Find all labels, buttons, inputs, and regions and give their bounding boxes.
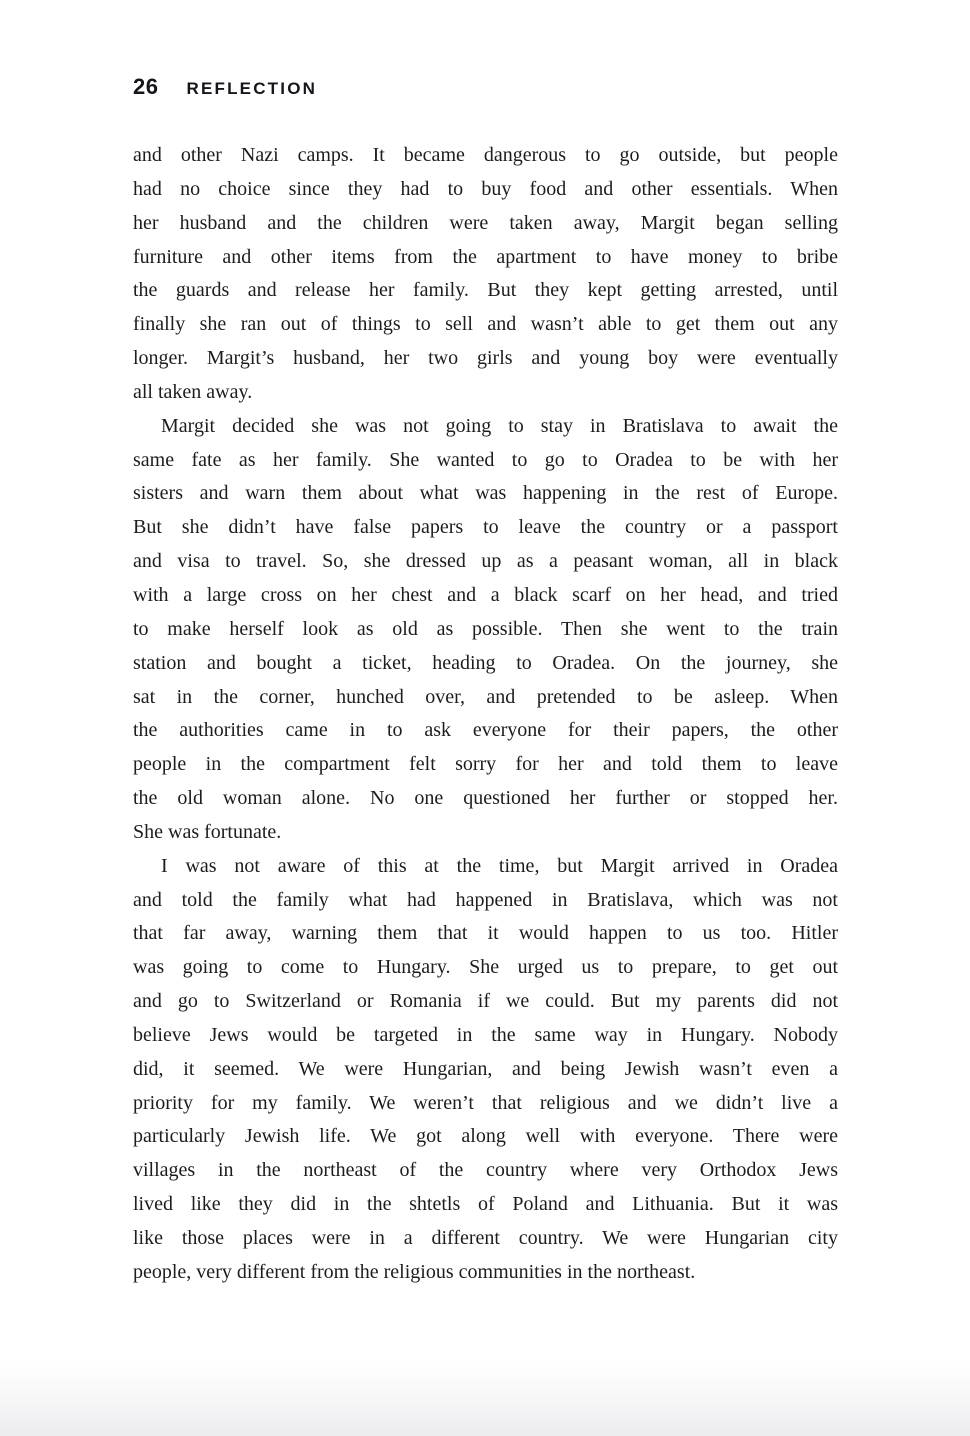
text-line: and other Nazi camps. It became dangerous to go outside, but people <box>133 144 838 166</box>
text-line: She was fortunate. <box>133 820 282 843</box>
text-line: that far away, warning them that it would happen to us too. Hitler <box>133 922 838 945</box>
paragraph-3 <box>133 850 838 1290</box>
text-line: priority for my family. We weren’t that religious and we didn’t live a <box>133 1091 838 1114</box>
text-line: the authorities came in to ask everyone for their papers, the other <box>133 719 838 742</box>
text-line: to make herself look as old as possible. Then she went to the train <box>133 617 838 640</box>
text-line: was going to come to Hungary. She urged us to prepare, to get out <box>133 956 838 979</box>
text-line: same fate as her family. She wanted to go to Oradea to be with her <box>133 448 838 471</box>
text-line: lived like they did in the shtetls of Poland and Lithuania. But it was <box>133 1193 838 1216</box>
text-line: and told the family what had happened in Bratislava, which was not <box>133 888 838 911</box>
text-line: particularly Jewish life. We got along well with everyone. There were <box>133 1125 838 1148</box>
text-line: furniture and other items from the apartment to have money to bribe <box>133 245 838 268</box>
text-line: people in the compartment felt sorry for her and told them to leave <box>133 753 838 776</box>
text-line: people, very different from the religious communities in the northeast. <box>133 1260 696 1283</box>
running-head-title: REFLECTION <box>186 79 318 98</box>
text-line: the guards and release her family. But they kept getting arrested, until <box>133 279 838 302</box>
text-line: finally she ran out of things to sell and wasn’t able to get them out any <box>133 313 838 336</box>
page-header <box>133 74 317 100</box>
text-line: believe Jews would be targeted in the same way in Hungary. Nobody <box>133 1023 838 1046</box>
text-line: longer. Margit’s husband, her two girls and young boy were eventually <box>133 347 838 370</box>
text-line: had no choice since they had to buy food and other essentials. When <box>133 177 838 200</box>
page-body <box>133 139 838 1290</box>
text-line: sisters and warn them about what was happening in the rest of Europe. <box>133 482 838 505</box>
text-line: and go to Switzerland or Romania if we could. But my parents did not <box>133 990 838 1013</box>
paragraph-2 <box>133 410 838 850</box>
text-line: her husband and the children were taken away, Margit began selling <box>133 211 838 234</box>
text-line: did, it seemed. We were Hungarian, and being Jewish wasn’t even a <box>133 1057 838 1080</box>
text-line: with a large cross on her chest and a black scarf on her head, and tried <box>133 583 838 606</box>
page-number: 26 <box>133 74 159 99</box>
text-line: like those places were in a different country. We were Hungarian city <box>133 1227 838 1249</box>
text-line: sat in the corner, hunched over, and pretended to be asleep. When <box>133 685 838 708</box>
text-line: villages in the northeast of the country where very Orthodox Jews <box>133 1159 838 1182</box>
text-line: the old woman alone. No one questioned her further or stopped her. <box>133 787 838 810</box>
text-line: station and bought a ticket, heading to Oradea. On the journey, she <box>133 651 838 674</box>
page-bottom-fade <box>0 1361 970 1436</box>
text-line: all taken away. <box>133 380 253 403</box>
text-line: and visa to travel. So, she dressed up as a peasant woman, all in black <box>133 550 838 573</box>
text-line: I was not aware of this at the time, but Margit arrived in Oradea <box>161 854 838 877</box>
text-line: But she didn’t have false papers to leave the country or a passport <box>133 516 838 539</box>
text-line: Margit decided she was not going to stay in Bratislava to await the <box>161 414 838 437</box>
paragraph-1 <box>133 139 838 410</box>
